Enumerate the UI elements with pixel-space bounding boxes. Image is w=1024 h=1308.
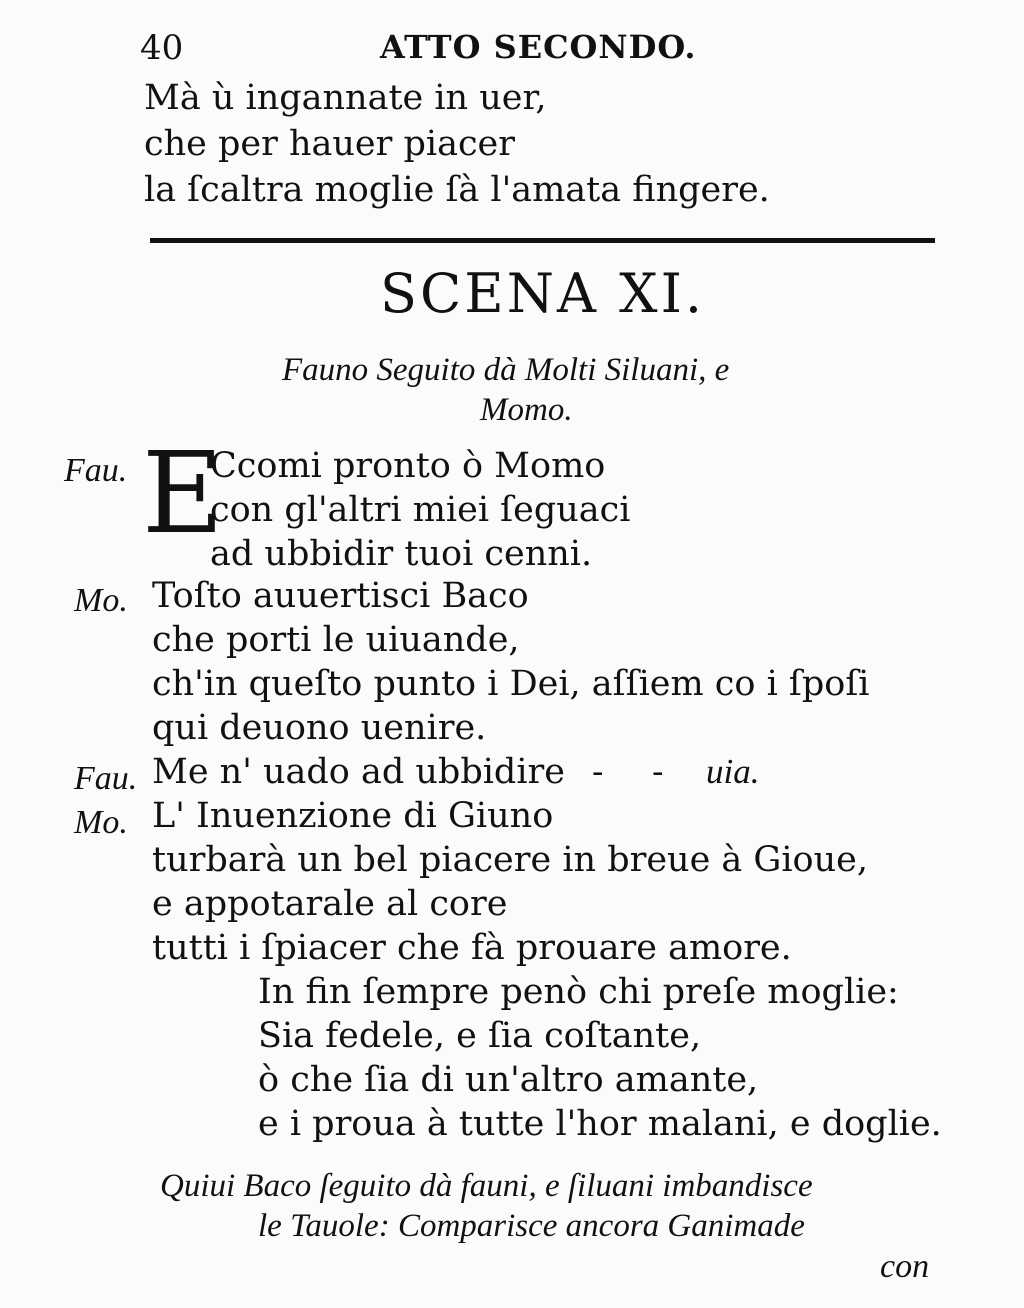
dash: - — [652, 752, 664, 792]
verse-line: tutti i ſpiacer che fà prouare amore. — [152, 928, 792, 968]
verse-line: ch'in queſto punto i Dei, aſſiem co i ſpoſi — [152, 664, 870, 704]
verse-line: ad ubbidir tuoi cenni. — [210, 534, 593, 574]
catchword: con — [880, 1248, 930, 1285]
verse-line: turbarà un bel piacere in breue à Gioue, — [152, 840, 869, 880]
verse-line: e appotarale al core — [152, 884, 508, 924]
speaker-label: Mo. — [74, 582, 128, 619]
verse-line: Toſto auuertisci Baco — [152, 576, 529, 616]
verse-line: che per hauer piacer — [144, 124, 515, 164]
exit-direction: uia. — [706, 752, 760, 791]
aria-line: In fin ſempre penò chi preſe moglie: — [258, 972, 899, 1012]
scene-characters: Fauno Seguito dà Molti Siluani, e — [282, 352, 730, 388]
aria-line: Sia fedele, e ſia coſtante, — [258, 1016, 702, 1056]
verse-line: qui deuono uenire. — [152, 708, 487, 748]
verse-line: con gl'altri miei ſeguaci — [210, 490, 631, 530]
verse-line: che porti le uiuande, — [152, 620, 520, 660]
scene-characters: Momo. — [480, 392, 573, 428]
drop-cap: E — [142, 429, 224, 559]
aria-line: ò che ſia di un'altro amante, — [258, 1060, 759, 1100]
speaker-label: Mo. — [74, 804, 128, 841]
section-divider — [150, 238, 935, 243]
verse-line: Ccomi pronto ò Momo — [210, 446, 606, 486]
verse-line: Me n' uado ad ubbidire — [152, 752, 565, 792]
page-number: 40 — [140, 28, 184, 68]
verse-line: la ſcaltra moglie ſà l'amata fingere. — [144, 170, 770, 210]
closing-stage-direction: le Tauole: Comparisce ancora Ganimade — [258, 1208, 805, 1244]
scene-title: SCENA XI. — [380, 262, 706, 325]
verse-line: L' Inuenzione di Giuno — [152, 796, 554, 836]
verse-line: Mà ù ingannate in uer, — [144, 78, 547, 118]
running-title: ATTO SECONDO. — [380, 28, 697, 66]
dash: - — [592, 752, 604, 792]
closing-stage-direction: Quiui Baco ſeguito dà fauni, e ſiluani imbandisce — [160, 1168, 813, 1204]
speaker-label: Fau. — [64, 452, 128, 489]
speaker-label: Fau. — [74, 760, 138, 797]
aria-line: e i proua à tutte l'hor malani, e doglie. — [258, 1104, 942, 1144]
